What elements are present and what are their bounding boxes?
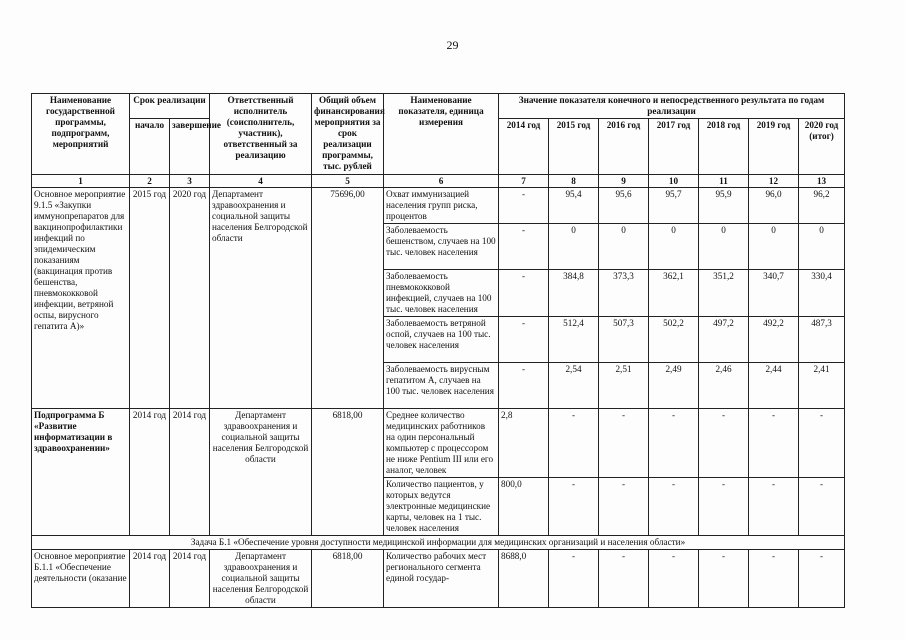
table-row — [32, 550, 845, 608]
value-cell: 362,1 — [649, 270, 699, 317]
value-cell: - — [499, 188, 549, 224]
value-cell: 0 — [599, 224, 649, 270]
column-number: 10 — [649, 175, 699, 188]
volume: 75696,00 — [312, 188, 384, 409]
indicator: Количество пациентов, у которых ведутся электронные медицинские карты, человек на 1 тыс. человек населения — [384, 478, 499, 536]
value-cell: 2,44 — [749, 363, 799, 409]
executor: Департамент здравоохранения и социальной защиты населения Белгородской области — [210, 409, 312, 536]
column-number: 4 — [210, 175, 312, 188]
measure-name: Основное мероприятие 9.1.5 «Закупки иммунопрепаратов для вакцинопрофилактики инфекций по эпидемическим показаниям (вакцинация против бешенства, пневмококковой инфекции, ветряной оспы, вирусного гепатита А)» — [32, 188, 130, 409]
executor: Департамент здравоохранения и социальной защиты населения Белгородской области — [210, 188, 312, 409]
value-cell: - — [599, 409, 649, 478]
indicator: Заболеваемость ветряной оспой, случаев на 100 тыс. человек населения — [384, 317, 499, 363]
value-cell: 351,2 — [699, 270, 749, 317]
header-year: 2018 год — [699, 119, 749, 175]
value-cell: 96,2 — [799, 188, 845, 224]
value-cell: - — [799, 550, 845, 608]
value-cell: 2,8 — [499, 409, 549, 478]
value-cell: - — [599, 478, 649, 536]
header-indicator: Наименование показателя, единица измерения — [384, 94, 499, 175]
indicator: Заболеваемость вирусным гепатитом А, случаев на 100 тыс. человек населения — [384, 363, 499, 409]
value-cell: 384,8 — [549, 270, 599, 317]
value-cell: - — [649, 550, 699, 608]
indicator: Заболеваемость бешенством, случаев на 100 тыс. человек населения — [384, 224, 499, 270]
table-row — [32, 409, 845, 478]
value-cell: 512,4 — [549, 317, 599, 363]
executor: Департамент здравоохранения и социальной защиты населения Белгородской области — [210, 550, 312, 608]
value-cell: - — [549, 409, 599, 478]
task-row — [32, 536, 845, 550]
header-year: 2017 год — [649, 119, 699, 175]
value-cell: - — [649, 478, 699, 536]
term-start: 2014 год — [130, 550, 170, 608]
value-cell: 373,3 — [599, 270, 649, 317]
indicator: Количество рабочих мест регионального сегмента единой государ- — [384, 550, 499, 608]
value-cell: 507,3 — [599, 317, 649, 363]
task-title: Задача Б.1 «Обеспечение уровня доступности медицинской информации для медицинских организаций и населения области» — [32, 536, 845, 550]
header-term-start: начало — [130, 119, 170, 175]
value-cell: - — [499, 224, 549, 270]
header-term-end: завершение — [170, 119, 210, 175]
value-cell: - — [749, 409, 799, 478]
column-number: 13 — [799, 175, 845, 188]
value-cell: 502,2 — [649, 317, 699, 363]
value-cell: - — [549, 478, 599, 536]
value-cell: - — [549, 550, 599, 608]
value-cell: 95,9 — [699, 188, 749, 224]
value-cell: 95,4 — [549, 188, 599, 224]
header-year: 2015 год — [549, 119, 599, 175]
value-cell: 8688,0 — [499, 550, 549, 608]
indicator: Среднее количество медицинских работников на один персональный компьютер с процессором не ниже Pentium III или его аналог, человек — [384, 409, 499, 478]
value-cell: 95,6 — [599, 188, 649, 224]
term-end: 2020 год — [170, 188, 210, 409]
value-cell: 96,0 — [749, 188, 799, 224]
term-end: 2014 год — [170, 550, 210, 608]
value-cell: 330,4 — [799, 270, 845, 317]
column-number: 1 — [32, 175, 130, 188]
value-cell: - — [499, 317, 549, 363]
value-cell: 2,41 — [799, 363, 845, 409]
value-cell: - — [699, 478, 749, 536]
value-cell: 0 — [699, 224, 749, 270]
results-table — [31, 93, 845, 608]
header-year: 2020 год (итог) — [799, 119, 845, 175]
column-number: 11 — [699, 175, 749, 188]
value-cell: 492,2 — [749, 317, 799, 363]
value-cell: 800,0 — [499, 478, 549, 536]
term-end: 2014 год — [170, 409, 210, 536]
table-row — [32, 188, 845, 224]
page-number: 29 — [446, 38, 459, 52]
header-year: 2016 год — [599, 119, 649, 175]
term-start: 2014 год — [130, 409, 170, 536]
column-number: 6 — [384, 175, 499, 188]
value-cell: - — [499, 270, 549, 317]
value-cell: - — [749, 478, 799, 536]
value-cell: 0 — [799, 224, 845, 270]
value-cell: 340,7 — [749, 270, 799, 317]
value-cell: - — [799, 478, 845, 536]
volume: 6818,00 — [312, 409, 384, 536]
column-number: 7 — [499, 175, 549, 188]
value-cell: 497,2 — [699, 317, 749, 363]
value-cell: 2,54 — [549, 363, 599, 409]
indicator: Охват иммунизацией населения групп риска, процентов — [384, 188, 499, 224]
indicator: Заболеваемость пневмококковой инфекцией, случаев на 100 тыс. человек населения — [384, 270, 499, 317]
header-volume: Общий объем финансирования мероприятия за срок реализации программы, тыс. рублей — [312, 94, 384, 175]
value-cell: 0 — [549, 224, 599, 270]
value-cell: - — [599, 550, 649, 608]
measure-name: Основное мероприятие Б.1.1 «Обеспечение деятельности (оказание — [32, 550, 130, 608]
value-cell: - — [799, 409, 845, 478]
header-name: Наименование государственной программы, подпрограмм, мероприятий — [32, 94, 130, 175]
column-number: 3 — [170, 175, 210, 188]
header-year: 2019 год — [749, 119, 799, 175]
value-cell: - — [699, 550, 749, 608]
header-term: Срок реализации — [130, 94, 210, 119]
value-cell: 2,49 — [649, 363, 699, 409]
value-cell: 0 — [749, 224, 799, 270]
column-number: 8 — [549, 175, 599, 188]
term-start: 2015 год — [130, 188, 170, 409]
value-cell: 2,46 — [699, 363, 749, 409]
header-row-1 — [32, 94, 845, 119]
subprogram-name: Подпрограмма Б «Развитие информатизации в здравоохранении» — [32, 409, 130, 536]
header-executor: Ответственный исполнитель (соисполнитель, участник), ответственный за реализацию — [210, 94, 312, 175]
value-cell: - — [749, 550, 799, 608]
value-cell: - — [499, 363, 549, 409]
header-year: 2014 год — [499, 119, 549, 175]
value-cell: - — [649, 409, 699, 478]
volume: 6818,00 — [312, 550, 384, 608]
column-number: 12 — [749, 175, 799, 188]
column-number: 2 — [130, 175, 170, 188]
value-cell: 2,51 — [599, 363, 649, 409]
value-cell: 0 — [649, 224, 699, 270]
header-values-title: Значение показателя конечного и непосредственного результата по годам реализации — [499, 94, 845, 119]
column-number: 5 — [312, 175, 384, 188]
value-cell: - — [699, 409, 749, 478]
value-cell: 487,3 — [799, 317, 845, 363]
column-number: 9 — [599, 175, 649, 188]
value-cell: 95,7 — [649, 188, 699, 224]
column-number-row — [32, 175, 845, 188]
